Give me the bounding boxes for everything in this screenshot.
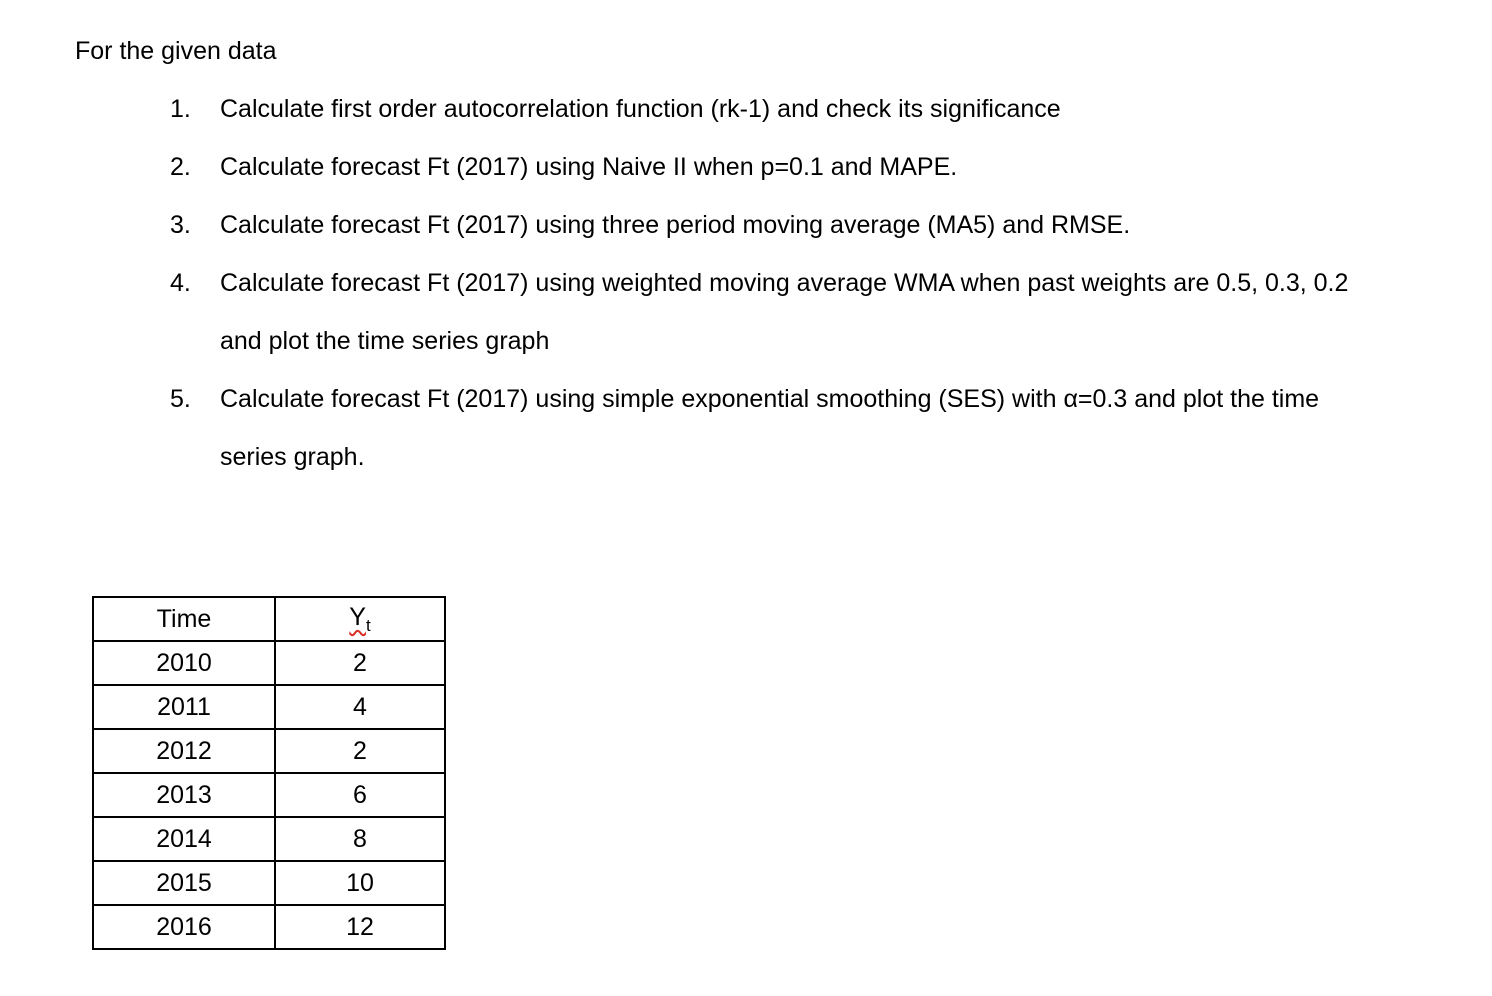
- cell-value: 2: [275, 729, 445, 773]
- list-item-1: [170, 80, 1472, 138]
- item-number: 1.: [170, 95, 191, 123]
- intro-text: For the given data: [75, 37, 277, 65]
- cell-value: 6: [275, 773, 445, 817]
- table-row: [93, 641, 445, 685]
- cell-time: 2013: [93, 773, 275, 817]
- item-text: Calculate first order autocorrelation function (rk-1) and check its significance: [220, 95, 1061, 123]
- item-number: 3.: [170, 211, 191, 239]
- cell-time: 2014: [93, 817, 275, 861]
- data-table-container: [92, 596, 1472, 950]
- table-row: [93, 861, 445, 905]
- cell-time: 2010: [93, 641, 275, 685]
- cell-value: 10: [275, 861, 445, 905]
- cell-value: 4: [275, 685, 445, 729]
- item-text: Calculate forecast Ft (2017) using weighted moving average WMA when past weights are 0.5, 0.3, 0.2 and plot the time series graph: [220, 269, 1349, 355]
- time-series-table: [92, 596, 446, 950]
- table-row: [93, 905, 445, 949]
- list-item-3: [170, 196, 1472, 254]
- table-header-row: [93, 597, 445, 641]
- table-header-yt: [275, 597, 445, 641]
- yt-subscript: t: [365, 615, 371, 635]
- yt-base: Y: [349, 602, 366, 631]
- item-text: Calculate forecast Ft (2017) using simple exponential smoothing (SES) with α=0.3 and plot the time series graph.: [220, 385, 1320, 471]
- cell-time: 2016: [93, 905, 275, 949]
- list-item-4: [170, 254, 1472, 370]
- item-text: Calculate forecast Ft (2017) using three period moving average (MA5) and RMSE.: [220, 211, 1131, 239]
- cell-value: 8: [275, 817, 445, 861]
- cell-time: 2012: [93, 729, 275, 773]
- item-number: 2.: [170, 153, 191, 181]
- cell-time: 2015: [93, 861, 275, 905]
- table-header-time: Time: [93, 597, 275, 641]
- table-row: [93, 729, 445, 773]
- list-item-2: [170, 138, 1472, 196]
- item-number: 4.: [170, 269, 191, 297]
- cell-value: 2: [275, 641, 445, 685]
- table-row: [93, 685, 445, 729]
- cell-value: 12: [275, 905, 445, 949]
- yt-label: [349, 602, 371, 635]
- item-number: 5.: [170, 385, 191, 413]
- item-text: Calculate forecast Ft (2017) using Naive II when p=0.1 and MAPE.: [220, 153, 958, 181]
- table-row: [93, 817, 445, 861]
- question-list: [75, 80, 1472, 486]
- table-row: [93, 773, 445, 817]
- list-item-5: [170, 370, 1472, 486]
- cell-time: 2011: [93, 685, 275, 729]
